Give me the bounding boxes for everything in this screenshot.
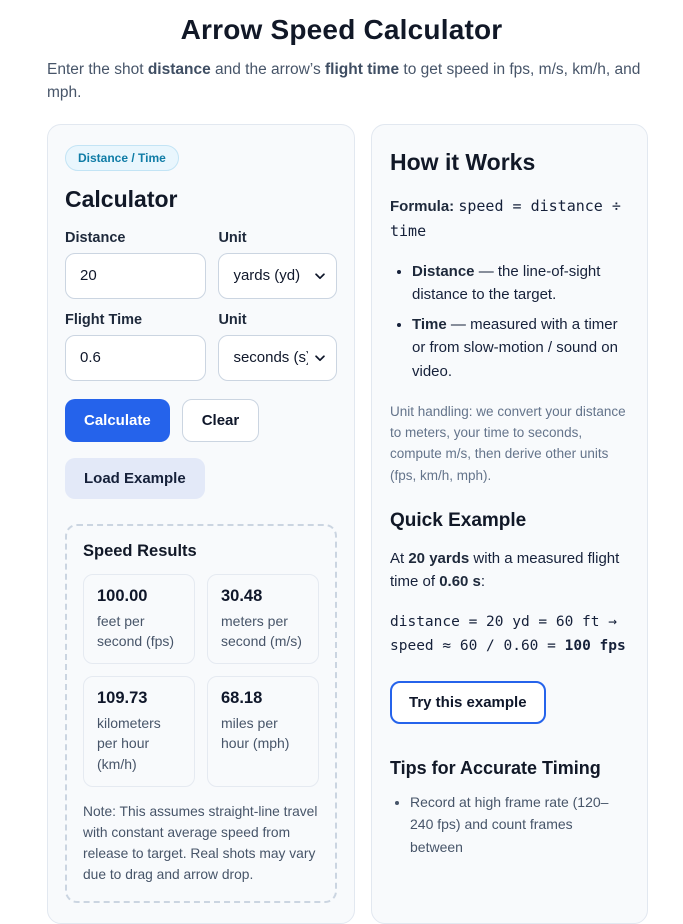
result-value-mph: 68.18	[221, 689, 305, 708]
button-row	[65, 399, 337, 442]
subtitle-bold-distance: distance	[148, 61, 211, 78]
quick-example-title: Quick Example	[390, 510, 629, 532]
time-unit-select[interactable]	[218, 335, 337, 381]
tips-title: Tips for Accurate Timing	[390, 758, 629, 779]
speed-results-title: Speed Results	[83, 542, 319, 561]
result-card-mps	[207, 574, 319, 665]
subtitle-bold-flight-time: flight time	[325, 61, 399, 78]
formula-line	[390, 194, 629, 244]
flight-time-input[interactable]	[65, 335, 206, 381]
formula-label: Formula:	[390, 198, 454, 215]
speed-results-box	[65, 524, 337, 904]
tips-list	[390, 791, 629, 858]
result-value-kmh: 109.73	[97, 689, 181, 708]
calculate-button[interactable]: Calculate	[65, 399, 170, 442]
distance-unit-select-wrap	[218, 253, 337, 299]
formula-code: speed = distance ÷ time	[390, 197, 621, 240]
time-unit-label: Unit	[218, 312, 337, 328]
how-it-works-card	[371, 124, 648, 924]
result-value-fps: 100.00	[97, 587, 181, 606]
page-title: Arrow Speed Calculator	[0, 14, 683, 46]
page	[0, 14, 683, 811]
calculator-card	[47, 124, 355, 924]
how-it-works-title: How it Works	[390, 149, 629, 176]
distance-field-row	[65, 230, 337, 299]
unit-handling-note: Unit handling: we convert your distance to meters, your time to seconds, compute m/s, then derive other units (fps, km/h, mph).	[390, 401, 629, 486]
result-label-mph: miles per hour (mph)	[221, 713, 305, 754]
result-label-mps: meters per second (m/s)	[221, 611, 305, 652]
time-unit-select-wrap	[218, 335, 337, 381]
result-card-kmh	[83, 676, 195, 787]
result-label-fps: feet per second (fps)	[97, 611, 181, 652]
load-example-button[interactable]: Load Example	[65, 458, 205, 499]
distance-label: Distance	[65, 230, 206, 246]
page-subtitle: Enter the shot distance and the arrow’s flight time to get speed in fps, m/s, km/h, and mph.	[47, 58, 648, 105]
try-example-button[interactable]: Try this example	[390, 681, 546, 724]
results-note: Note: This assumes straight-line travel with constant average speed from release to target. Real shots may vary due to drag and arrow drop.	[83, 801, 319, 885]
intro-bold-distance: 20 yards	[408, 550, 469, 567]
flight-time-label: Flight Time	[65, 312, 206, 328]
result-label-kmh: kilometers per hour (km/h)	[97, 713, 181, 774]
result-card-fps	[83, 574, 195, 665]
list-item: • Time — measured with a timer or from slow-motion / sound on video.	[412, 313, 629, 383]
distance-time-badge: Distance / Time	[65, 145, 179, 171]
distance-input[interactable]	[65, 253, 206, 299]
code-bold-result: 100 fps	[565, 638, 626, 654]
list-item: • Record at high frame rate (120–240 fps) and count frames between	[410, 791, 629, 858]
content	[0, 58, 683, 924]
clear-button[interactable]: Clear	[182, 399, 260, 442]
cards-row	[47, 124, 648, 924]
result-card-mph	[207, 676, 319, 787]
list-item: • Distance — the line-of-sight distance to the target.	[412, 260, 629, 307]
quick-example-code: distance = 20 yd = 60 ft → speed ≈ 60 / 0.60 = 100 fps	[390, 610, 629, 659]
time-field-row	[65, 312, 337, 381]
result-value-mps: 30.48	[221, 587, 305, 606]
how-it-works-list	[390, 260, 629, 383]
distance-unit-select[interactable]	[218, 253, 337, 299]
intro-bold-time: 0.60 s	[439, 573, 481, 590]
calculator-title: Calculator	[65, 186, 337, 213]
distance-unit-label: Unit	[218, 230, 337, 246]
quick-example-intro: At 20 yards with a measured flight time of 0.60 s:	[390, 547, 629, 594]
results-grid	[83, 574, 319, 787]
